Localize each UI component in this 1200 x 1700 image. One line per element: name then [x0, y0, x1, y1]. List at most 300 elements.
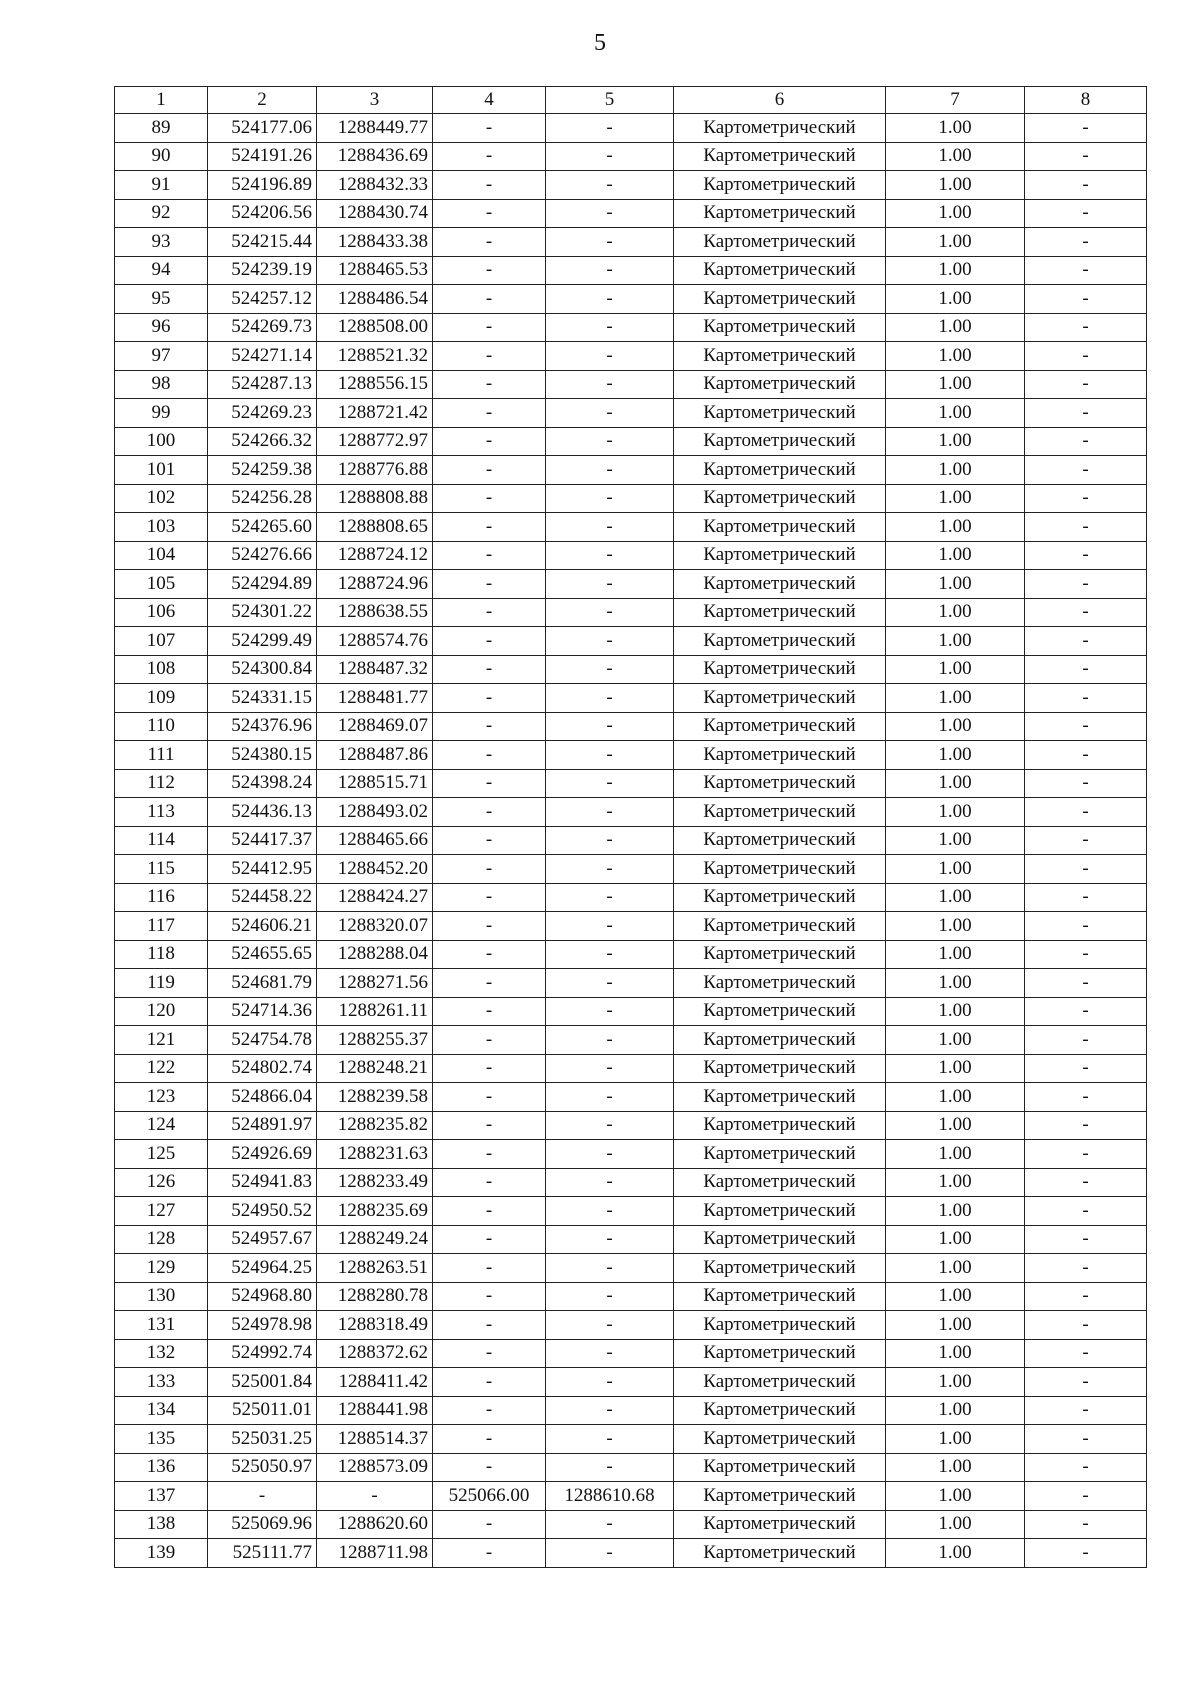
note-cell: - [1025, 1453, 1147, 1482]
y-new-coordinate-cell: 1288610.68 [546, 1482, 674, 1511]
point-number-cell: 110 [115, 712, 208, 741]
y-new-coordinate-cell: - [546, 541, 674, 570]
table-row [115, 228, 1147, 257]
point-number-cell: 126 [115, 1168, 208, 1197]
accuracy-cell: 1.00 [886, 940, 1025, 969]
y-new-coordinate-cell: - [546, 456, 674, 485]
note-cell: - [1025, 484, 1147, 513]
table-row [115, 171, 1147, 200]
accuracy-cell: 1.00 [886, 598, 1025, 627]
note-cell: - [1025, 1111, 1147, 1140]
x-coordinate-cell: 524968.80 [208, 1282, 317, 1311]
note-cell: - [1025, 1282, 1147, 1311]
x-coordinate-cell: - [208, 1482, 317, 1511]
x-new-coordinate-cell: - [433, 1197, 546, 1226]
note-cell: - [1025, 228, 1147, 257]
y-new-coordinate-cell: - [546, 1168, 674, 1197]
y-coordinate-cell: 1288249.24 [317, 1225, 433, 1254]
method-cell: Картометрический [674, 1339, 886, 1368]
y-coordinate-cell: 1288320.07 [317, 912, 433, 941]
method-cell: Картометрический [674, 684, 886, 713]
y-new-coordinate-cell: - [546, 855, 674, 884]
x-coordinate-cell: 524754.78 [208, 1026, 317, 1055]
accuracy-cell: 1.00 [886, 1339, 1025, 1368]
accuracy-cell: 1.00 [886, 427, 1025, 456]
accuracy-cell: 1.00 [886, 228, 1025, 257]
page-number: 5 [594, 30, 606, 56]
y-coordinate-cell: 1288433.38 [317, 228, 433, 257]
table-row [115, 997, 1147, 1026]
point-number-cell: 121 [115, 1026, 208, 1055]
x-coordinate-cell: 524294.89 [208, 570, 317, 599]
y-coordinate-cell: 1288263.51 [317, 1254, 433, 1283]
x-coordinate-cell: 525069.96 [208, 1510, 317, 1539]
y-new-coordinate-cell: - [546, 1311, 674, 1340]
x-coordinate-cell: 524802.74 [208, 1054, 317, 1083]
x-new-coordinate-cell: - [433, 855, 546, 884]
method-cell: Картометрический [674, 1225, 886, 1254]
y-coordinate-cell: 1288493.02 [317, 798, 433, 827]
table-row [115, 969, 1147, 998]
table-row [115, 1197, 1147, 1226]
accuracy-cell: 1.00 [886, 969, 1025, 998]
table-row [115, 313, 1147, 342]
x-new-coordinate-cell: - [433, 1054, 546, 1083]
table-row [115, 1339, 1147, 1368]
table-row [115, 399, 1147, 428]
y-coordinate-cell: 1288573.09 [317, 1453, 433, 1482]
x-coordinate-cell: 524269.23 [208, 399, 317, 428]
x-coordinate-cell: 524380.15 [208, 741, 317, 770]
x-coordinate-cell: 524206.56 [208, 199, 317, 228]
x-new-coordinate-cell: - [433, 171, 546, 200]
y-new-coordinate-cell: - [546, 1026, 674, 1055]
y-coordinate-cell: 1288239.58 [317, 1083, 433, 1112]
x-new-coordinate-cell: - [433, 1339, 546, 1368]
y-coordinate-cell: 1288255.37 [317, 1026, 433, 1055]
method-cell: Картометрический [674, 712, 886, 741]
point-number-cell: 91 [115, 171, 208, 200]
x-coordinate-cell: 524177.06 [208, 114, 317, 143]
note-cell: - [1025, 1482, 1147, 1511]
x-new-coordinate-cell: - [433, 1396, 546, 1425]
method-cell: Картометрический [674, 1168, 886, 1197]
method-cell: Картометрический [674, 456, 886, 485]
x-coordinate-cell: 525050.97 [208, 1453, 317, 1482]
note-cell: - [1025, 199, 1147, 228]
table-row [115, 1482, 1147, 1511]
point-number-cell: 119 [115, 969, 208, 998]
accuracy-cell: 1.00 [886, 1510, 1025, 1539]
y-coordinate-cell: 1288288.04 [317, 940, 433, 969]
y-coordinate-cell: 1288233.49 [317, 1168, 433, 1197]
y-coordinate-cell: 1288231.63 [317, 1140, 433, 1169]
point-number-cell: 101 [115, 456, 208, 485]
x-new-coordinate-cell: - [433, 1083, 546, 1112]
y-coordinate-cell: 1288521.32 [317, 342, 433, 371]
accuracy-cell: 1.00 [886, 285, 1025, 314]
y-coordinate-cell: 1288721.42 [317, 399, 433, 428]
y-new-coordinate-cell: - [546, 1254, 674, 1283]
x-new-coordinate-cell: - [433, 570, 546, 599]
y-new-coordinate-cell: - [546, 342, 674, 371]
y-coordinate-cell: 1288808.65 [317, 513, 433, 542]
x-coordinate-cell: 524215.44 [208, 228, 317, 257]
table-row [115, 1282, 1147, 1311]
point-number-cell: 94 [115, 256, 208, 285]
note-cell: - [1025, 969, 1147, 998]
table-row [115, 427, 1147, 456]
note-cell: - [1025, 285, 1147, 314]
method-cell: Картометрический [674, 570, 886, 599]
table-row [115, 912, 1147, 941]
table-row [115, 1539, 1147, 1568]
note-cell: - [1025, 1054, 1147, 1083]
accuracy-cell: 1.00 [886, 627, 1025, 656]
method-cell: Картометрический [674, 1510, 886, 1539]
method-cell: Картометрический [674, 370, 886, 399]
table-row [115, 684, 1147, 713]
note-cell: - [1025, 883, 1147, 912]
method-cell: Картометрический [674, 285, 886, 314]
point-number-cell: 131 [115, 1311, 208, 1340]
y-coordinate-cell: 1288372.62 [317, 1339, 433, 1368]
table-row [115, 940, 1147, 969]
y-coordinate-cell: 1288261.11 [317, 997, 433, 1026]
method-cell: Картометрический [674, 1054, 886, 1083]
column-header: 6 [674, 87, 886, 114]
method-cell: Картометрический [674, 769, 886, 798]
y-new-coordinate-cell: - [546, 114, 674, 143]
x-new-coordinate-cell: - [433, 513, 546, 542]
accuracy-cell: 1.00 [886, 1054, 1025, 1083]
x-new-coordinate-cell: - [433, 342, 546, 371]
table-row [115, 1225, 1147, 1254]
x-new-coordinate-cell: - [433, 1311, 546, 1340]
method-cell: Картометрический [674, 798, 886, 827]
point-number-cell: 112 [115, 769, 208, 798]
accuracy-cell: 1.00 [886, 342, 1025, 371]
accuracy-cell: 1.00 [886, 1225, 1025, 1254]
x-new-coordinate-cell: - [433, 541, 546, 570]
y-coordinate-cell: 1288724.12 [317, 541, 433, 570]
table-row [115, 1510, 1147, 1539]
note-cell: - [1025, 342, 1147, 371]
y-new-coordinate-cell: - [546, 399, 674, 428]
x-coordinate-cell: 524266.32 [208, 427, 317, 456]
note-cell: - [1025, 598, 1147, 627]
table-row [115, 541, 1147, 570]
x-coordinate-cell: 525031.25 [208, 1425, 317, 1454]
table-row [115, 342, 1147, 371]
accuracy-cell: 1.00 [886, 798, 1025, 827]
accuracy-cell: 1.00 [886, 456, 1025, 485]
point-number-cell: 122 [115, 1054, 208, 1083]
y-new-coordinate-cell: - [546, 627, 674, 656]
y-coordinate-cell: 1288724.96 [317, 570, 433, 599]
method-cell: Картометрический [674, 855, 886, 884]
point-number-cell: 89 [115, 114, 208, 143]
accuracy-cell: 1.00 [886, 370, 1025, 399]
y-new-coordinate-cell: - [546, 598, 674, 627]
x-new-coordinate-cell: - [433, 598, 546, 627]
method-cell: Картометрический [674, 484, 886, 513]
y-new-coordinate-cell: - [546, 1368, 674, 1397]
y-coordinate-cell: 1288235.69 [317, 1197, 433, 1226]
point-number-cell: 123 [115, 1083, 208, 1112]
y-new-coordinate-cell: - [546, 997, 674, 1026]
x-coordinate-cell: 525011.01 [208, 1396, 317, 1425]
point-number-cell: 102 [115, 484, 208, 513]
y-new-coordinate-cell: - [546, 1396, 674, 1425]
y-new-coordinate-cell: - [546, 969, 674, 998]
y-coordinate-cell: 1288452.20 [317, 855, 433, 884]
table-row [115, 513, 1147, 542]
point-number-cell: 96 [115, 313, 208, 342]
accuracy-cell: 1.00 [886, 570, 1025, 599]
x-coordinate-cell: 524287.13 [208, 370, 317, 399]
y-coordinate-cell: 1288235.82 [317, 1111, 433, 1140]
accuracy-cell: 1.00 [886, 1396, 1025, 1425]
y-coordinate-cell: 1288508.00 [317, 313, 433, 342]
note-cell: - [1025, 1339, 1147, 1368]
table-row [115, 598, 1147, 627]
x-new-coordinate-cell: - [433, 1510, 546, 1539]
method-cell: Картометрический [674, 826, 886, 855]
method-cell: Картометрический [674, 1282, 886, 1311]
table-row [115, 256, 1147, 285]
accuracy-cell: 1.00 [886, 541, 1025, 570]
point-number-cell: 127 [115, 1197, 208, 1226]
table-row [115, 798, 1147, 827]
method-cell: Картометрический [674, 912, 886, 941]
method-cell: Картометрический [674, 1482, 886, 1511]
y-coordinate-cell: 1288271.56 [317, 969, 433, 998]
x-new-coordinate-cell: - [433, 1539, 546, 1568]
method-cell: Картометрический [674, 655, 886, 684]
method-cell: Картометрический [674, 1368, 886, 1397]
method-cell: Картометрический [674, 142, 886, 171]
point-number-cell: 134 [115, 1396, 208, 1425]
column-header: 1 [115, 87, 208, 114]
point-number-cell: 100 [115, 427, 208, 456]
y-new-coordinate-cell: - [546, 199, 674, 228]
method-cell: Картометрический [674, 171, 886, 200]
x-coordinate-cell: 524276.66 [208, 541, 317, 570]
y-coordinate-cell: 1288248.21 [317, 1054, 433, 1083]
method-cell: Картометрический [674, 1311, 886, 1340]
accuracy-cell: 1.00 [886, 912, 1025, 941]
y-coordinate-cell: 1288711.98 [317, 1539, 433, 1568]
point-number-cell: 137 [115, 1482, 208, 1511]
note-cell: - [1025, 769, 1147, 798]
note-cell: - [1025, 1254, 1147, 1283]
note-cell: - [1025, 1083, 1147, 1112]
table-row [115, 370, 1147, 399]
accuracy-cell: 1.00 [886, 1026, 1025, 1055]
accuracy-cell: 1.00 [886, 883, 1025, 912]
method-cell: Картометрический [674, 627, 886, 656]
y-coordinate-cell: 1288441.98 [317, 1396, 433, 1425]
coordinates-table [114, 86, 1147, 1568]
method-cell: Картометрический [674, 1111, 886, 1140]
y-coordinate-cell: 1288318.49 [317, 1311, 433, 1340]
y-new-coordinate-cell: - [546, 1225, 674, 1254]
note-cell: - [1025, 1311, 1147, 1340]
x-coordinate-cell: 524681.79 [208, 969, 317, 998]
x-coordinate-cell: 524655.65 [208, 940, 317, 969]
table-body [115, 114, 1147, 1568]
x-coordinate-cell: 524398.24 [208, 769, 317, 798]
accuracy-cell: 1.00 [886, 399, 1025, 428]
y-new-coordinate-cell: - [546, 940, 674, 969]
note-cell: - [1025, 855, 1147, 884]
x-coordinate-cell: 524196.89 [208, 171, 317, 200]
note-cell: - [1025, 1396, 1147, 1425]
x-new-coordinate-cell: - [433, 313, 546, 342]
y-coordinate-cell: 1288436.69 [317, 142, 433, 171]
y-new-coordinate-cell: - [546, 285, 674, 314]
accuracy-cell: 1.00 [886, 1368, 1025, 1397]
point-number-cell: 120 [115, 997, 208, 1026]
y-coordinate-cell: 1288808.88 [317, 484, 433, 513]
point-number-cell: 132 [115, 1339, 208, 1368]
point-number-cell: 99 [115, 399, 208, 428]
point-number-cell: 113 [115, 798, 208, 827]
method-cell: Картометрический [674, 199, 886, 228]
y-new-coordinate-cell: - [546, 1282, 674, 1311]
method-cell: Картометрический [674, 1026, 886, 1055]
x-new-coordinate-cell: 525066.00 [433, 1482, 546, 1511]
note-cell: - [1025, 541, 1147, 570]
x-coordinate-cell: 524191.26 [208, 142, 317, 171]
point-number-cell: 107 [115, 627, 208, 656]
x-new-coordinate-cell: - [433, 969, 546, 998]
x-coordinate-cell: 524941.83 [208, 1168, 317, 1197]
y-new-coordinate-cell: - [546, 1197, 674, 1226]
accuracy-cell: 1.00 [886, 1254, 1025, 1283]
x-coordinate-cell: 524606.21 [208, 912, 317, 941]
accuracy-cell: 1.00 [886, 1140, 1025, 1169]
table-row [115, 1054, 1147, 1083]
y-coordinate-cell: 1288556.15 [317, 370, 433, 399]
point-number-cell: 97 [115, 342, 208, 371]
accuracy-cell: 1.00 [886, 313, 1025, 342]
point-number-cell: 116 [115, 883, 208, 912]
method-cell: Картометрический [674, 1197, 886, 1226]
accuracy-cell: 1.00 [886, 1197, 1025, 1226]
x-coordinate-cell: 524714.36 [208, 997, 317, 1026]
y-new-coordinate-cell: - [546, 313, 674, 342]
table-row [115, 1168, 1147, 1197]
column-header: 5 [546, 87, 674, 114]
x-coordinate-cell: 524957.67 [208, 1225, 317, 1254]
table-row [115, 1140, 1147, 1169]
accuracy-cell: 1.00 [886, 769, 1025, 798]
point-number-cell: 111 [115, 741, 208, 770]
table-row [115, 114, 1147, 143]
accuracy-cell: 1.00 [886, 513, 1025, 542]
x-coordinate-cell: 524992.74 [208, 1339, 317, 1368]
accuracy-cell: 1.00 [886, 1168, 1025, 1197]
accuracy-cell: 1.00 [886, 1083, 1025, 1112]
method-cell: Картометрический [674, 427, 886, 456]
y-coordinate-cell: 1288280.78 [317, 1282, 433, 1311]
x-coordinate-cell: 525001.84 [208, 1368, 317, 1397]
point-number-cell: 135 [115, 1425, 208, 1454]
y-new-coordinate-cell: - [546, 1140, 674, 1169]
method-cell: Картометрический [674, 228, 886, 257]
x-coordinate-cell: 525111.77 [208, 1539, 317, 1568]
point-number-cell: 93 [115, 228, 208, 257]
y-coordinate-cell: - [317, 1482, 433, 1511]
x-new-coordinate-cell: - [433, 1368, 546, 1397]
y-coordinate-cell: 1288432.33 [317, 171, 433, 200]
y-new-coordinate-cell: - [546, 655, 674, 684]
y-coordinate-cell: 1288776.88 [317, 456, 433, 485]
y-new-coordinate-cell: - [546, 712, 674, 741]
method-cell: Картометрический [674, 1396, 886, 1425]
note-cell: - [1025, 798, 1147, 827]
point-number-cell: 105 [115, 570, 208, 599]
table-row [115, 199, 1147, 228]
y-coordinate-cell: 1288514.37 [317, 1425, 433, 1454]
x-new-coordinate-cell: - [433, 940, 546, 969]
x-new-coordinate-cell: - [433, 427, 546, 456]
x-new-coordinate-cell: - [433, 684, 546, 713]
y-new-coordinate-cell: - [546, 256, 674, 285]
note-cell: - [1025, 1368, 1147, 1397]
x-coordinate-cell: 524458.22 [208, 883, 317, 912]
y-new-coordinate-cell: - [546, 684, 674, 713]
table-row [115, 1026, 1147, 1055]
x-coordinate-cell: 524259.38 [208, 456, 317, 485]
y-new-coordinate-cell: - [546, 1539, 674, 1568]
point-number-cell: 90 [115, 142, 208, 171]
column-header: 7 [886, 87, 1025, 114]
y-new-coordinate-cell: - [546, 370, 674, 399]
x-new-coordinate-cell: - [433, 256, 546, 285]
accuracy-cell: 1.00 [886, 1453, 1025, 1482]
x-coordinate-cell: 524866.04 [208, 1083, 317, 1112]
x-coordinate-cell: 524239.19 [208, 256, 317, 285]
point-number-cell: 125 [115, 1140, 208, 1169]
method-cell: Картометрический [674, 313, 886, 342]
x-coordinate-cell: 524436.13 [208, 798, 317, 827]
method-cell: Картометрический [674, 1539, 886, 1568]
x-new-coordinate-cell: - [433, 912, 546, 941]
accuracy-cell: 1.00 [886, 256, 1025, 285]
method-cell: Картометрический [674, 940, 886, 969]
method-cell: Картометрический [674, 969, 886, 998]
y-coordinate-cell: 1288487.86 [317, 741, 433, 770]
y-coordinate-cell: 1288620.60 [317, 1510, 433, 1539]
x-new-coordinate-cell: - [433, 1282, 546, 1311]
note-cell: - [1025, 513, 1147, 542]
x-coordinate-cell: 524926.69 [208, 1140, 317, 1169]
x-new-coordinate-cell: - [433, 1140, 546, 1169]
point-number-cell: 138 [115, 1510, 208, 1539]
note-cell: - [1025, 399, 1147, 428]
point-number-cell: 129 [115, 1254, 208, 1283]
method-cell: Картометрический [674, 399, 886, 428]
y-coordinate-cell: 1288486.54 [317, 285, 433, 314]
y-new-coordinate-cell: - [546, 570, 674, 599]
x-coordinate-cell: 524891.97 [208, 1111, 317, 1140]
y-new-coordinate-cell: - [546, 912, 674, 941]
column-header: 4 [433, 87, 546, 114]
method-cell: Картометрический [674, 598, 886, 627]
